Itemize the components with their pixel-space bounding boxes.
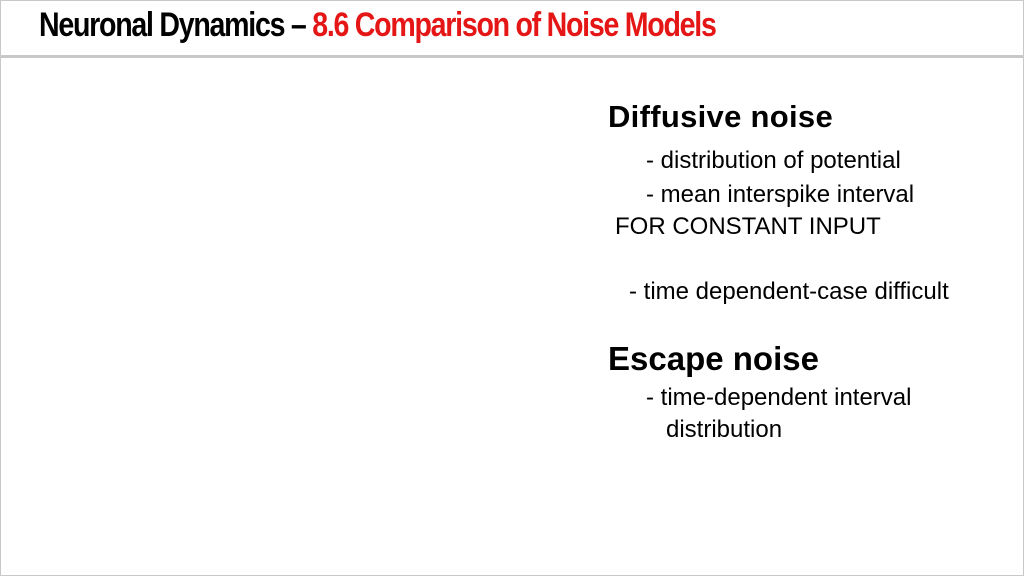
diffusive-item-distribution: - distribution of potential (646, 147, 901, 174)
diffusive-item-interval: - mean interspike interval (646, 181, 915, 208)
escape-item-interval: - time-dependent interval (646, 384, 912, 411)
escape-noise-heading: Escape noise (608, 340, 819, 377)
slide-title (39, 5, 716, 45)
title-course: Neuronal Dynamics – (39, 6, 313, 44)
escape-item-distribution: distribution (666, 416, 783, 443)
diffusive-item-constant-input: FOR CONSTANT INPUT (615, 213, 881, 240)
title-bar (1, 1, 1023, 58)
title-section: 8.6 Comparison of Noise Models (312, 6, 716, 44)
diffusive-item-time-dependent: - time dependent-case difficult (629, 278, 949, 305)
diffusive-noise-heading: Diffusive noise (608, 99, 833, 134)
